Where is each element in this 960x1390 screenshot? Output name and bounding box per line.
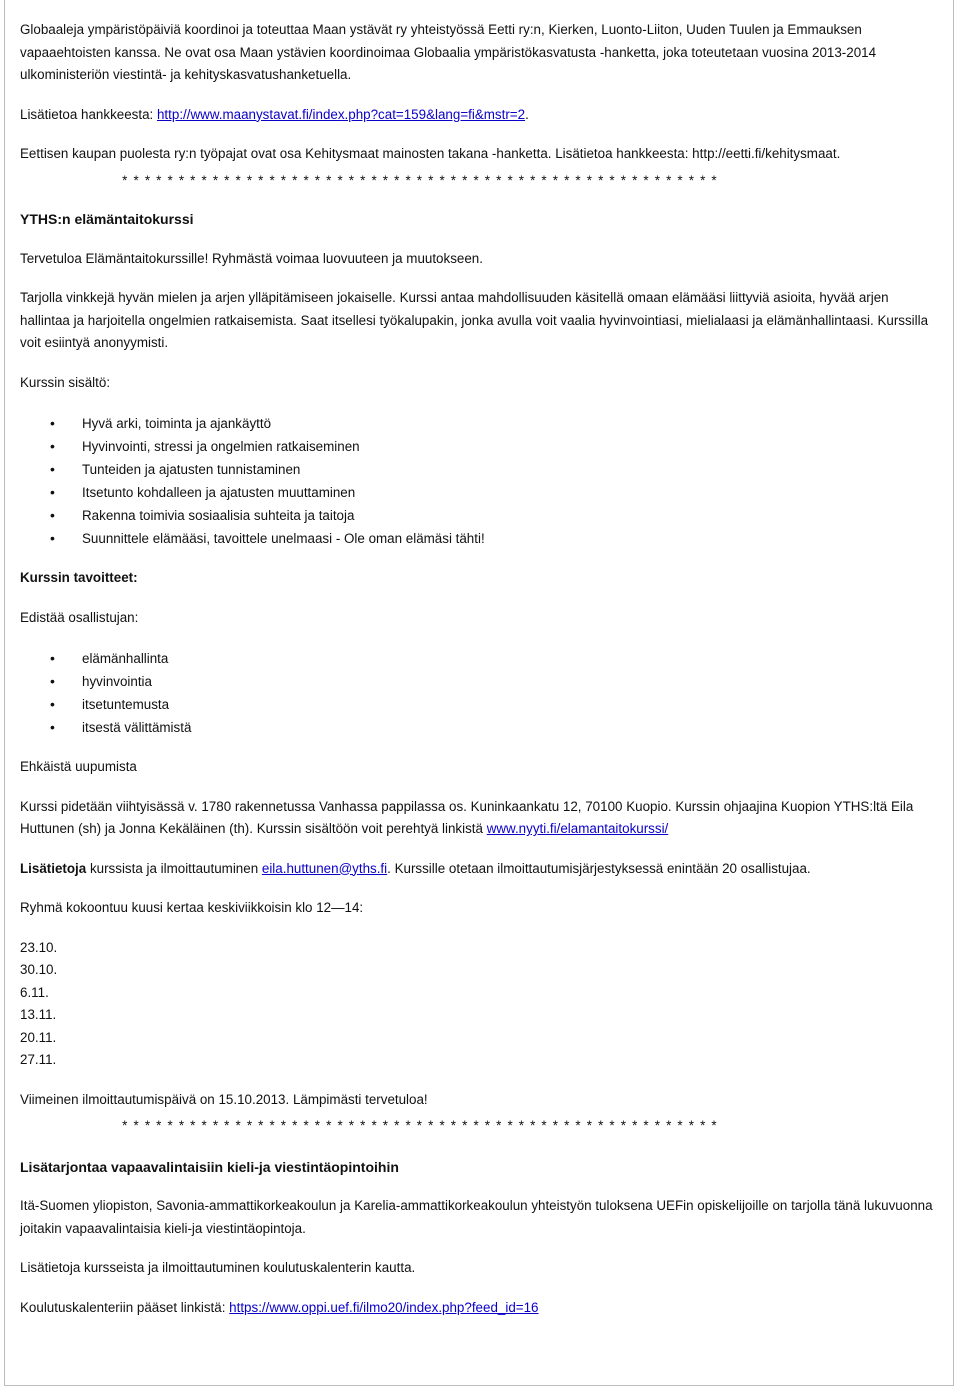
- date-item: 27.11.: [20, 1052, 57, 1067]
- location-paragraph: [20, 796, 940, 841]
- promote-label: Edistää osallistujan:: [20, 609, 139, 625]
- date-item: 30.10.: [20, 962, 58, 977]
- list-item: • itsetuntemusta: [20, 693, 940, 716]
- promote-list: [20, 647, 940, 739]
- languages-link-label: Koulutuskalenteriin pääset linkistä:: [20, 1299, 230, 1315]
- registration-text: kurssista ja ilmoittautuminen: [86, 860, 262, 876]
- nyyti-link[interactable]: www.nyyti.fi/elamantaitokurssi/: [486, 821, 669, 836]
- separator: * * * * * * * * * * * * * * * * * * * * * * * * * * * * * * * * * * * * * * * * * * * * * * * * * * * * *: [122, 172, 718, 188]
- maanystavat-link[interactable]: http://www.maanystavat.fi/index.php?cat=159&lang=fi&mstr=2: [156, 106, 526, 122]
- schedule-text: Ryhmä kokoontuu kuusi kertaa keskiviikkoisin klo 12—14:: [20, 900, 364, 915]
- list-item: • Itsetunto kohdalleen ja ajatusten muuttaminen: [20, 481, 940, 504]
- last-day-text: Viimeinen ilmoittautumispäivä on 15.10.2013. Lämpimästi tervetuloa!: [20, 1091, 428, 1107]
- date-item: 13.11.: [20, 1007, 57, 1022]
- email-link[interactable]: eila.huttunen@yths.fi: [261, 860, 388, 876]
- list-item: • Tunteiden ja ajatusten tunnistaminen: [20, 458, 940, 481]
- registration-paragraph: [20, 858, 940, 881]
- list-item: • Rakenna toimivia sosiaalisia suhteita ja taitoja: [20, 504, 940, 527]
- list-item: • hyvinvointia: [20, 670, 940, 693]
- list-item: • Hyvä arki, toiminta ja ajankäyttö: [20, 412, 940, 435]
- registration-bold: Lisätietoja: [20, 860, 87, 876]
- course-title: YTHS:n elämäntaitokurssi: [20, 211, 194, 227]
- list-item: • Hyvinvointi, stressi ja ongelmien ratkaiseminen: [20, 435, 940, 458]
- oppi-link[interactable]: https://www.oppi.uef.fi/ilmo20/index.php?feed_id=16: [229, 1299, 539, 1315]
- separator: * * * * * * * * * * * * * * * * * * * * * * * * * * * * * * * * * * * * * * * * * * * * * * * * * * * * *: [122, 1118, 718, 1133]
- document-content: [20, 19, 940, 1319]
- prevent-text: Ehkäistä uupumista: [20, 759, 137, 774]
- dates-list: [20, 937, 940, 1072]
- list-item: • elämänhallinta: [20, 647, 940, 670]
- location-text: Kurssi pidetään viihtyisässä v. 1780 rakennetussa Vanhassa pappilassa os. Kuninkaankatu 12, 70100 Kuopio. Kurssin ohjaajina Kuopion YTHS:ltä Eila Huttunen (sh) ja Jonna Kekäläinen (th). Kurssin sisältöön voit perehtyä linkistä: [20, 798, 914, 836]
- date-item: 23.10.: [20, 939, 58, 955]
- list-item: • Suunnittele elämääsi, tavoittele unelmaasi - Ole oman elämäsi tähti!: [20, 527, 940, 550]
- date-item: 6.11.: [20, 984, 49, 1000]
- languages-link-line: [20, 1297, 940, 1320]
- info-end: .: [525, 106, 529, 122]
- info-line: [20, 104, 940, 127]
- info-label: Lisätietoa hankkeesta:: [20, 106, 157, 122]
- registration-end: . Kurssille otetaan ilmoittautumisjärjestyksessä enintään 20 osallistujaa.: [387, 860, 811, 876]
- content-list: [20, 412, 940, 550]
- languages-info: Lisätietoja kursseista ja ilmoittautuminen koulutuskalenterin kautta.: [20, 1260, 416, 1275]
- content-label: Kurssin sisältö:: [20, 374, 111, 390]
- languages-paragraph: Itä-Suomen yliopiston, Savonia-ammattikorkeakoulun ja Karelia-ammattikorkeakoulun yhteistyön tuloksena UEFin opiskelijoille on tarjolla tänä lukuvuonna joitakin vapaavalintaisia kieli-ja viestintäopintoja.: [20, 1198, 933, 1236]
- languages-title: Lisätarjontaa vapaavalintaisiin kieli-ja viestintäopintoihin: [20, 1158, 399, 1175]
- list-item: • itsestä välittämistä: [20, 716, 940, 739]
- intro-paragraph: Globaaleja ympäristöpäiviä koordinoi ja toteuttaa Maan ystävät ry yhteistyössä Eetti ry:n, Kierken, Luonto-Liiton, Uuden Tuulen ja Emmauksen vapaaehtoisten kanssa. Ne ovat osa Maan ystävien koordinoimaa Globaalia ympäristökasvatusta -hanketta, joka toteutetaan vuosina 2013-2014 ulkoministeriön viestintä- ja kehityskasvatushanketuella.: [20, 22, 877, 82]
- course-welcome: Tervetuloa Elämäntaitokurssille! Ryhmästä voimaa luovuuteen ja muutokseen.: [20, 250, 483, 266]
- goals-label: Kurssin tavoitteet:: [20, 570, 138, 585]
- eetti-paragraph: Eettisen kaupan puolesta ry:n työpajat ovat osa Kehitysmaat mainosten takana -hanketta. Lisätietoa hankkeesta: http://eetti.fi/kehitysmaat.: [20, 146, 841, 161]
- course-description: Tarjolla vinkkejä hyvän mielen ja arjen ylläpitämiseen jokaiselle. Kurssi antaa mahdollisuuden käsitellä omaan elämääsi liittyviä asioita, hyvää arjen hallintaa ja harjoitella ongelmien ratkaisemista. Saat itsellesi työkalupakin, jonka avulla voit vaalia hyvinvointiasi, mielialaasi ja elämänhallintaasi. Kurssilla voit esiintyä anonyymisti.: [20, 290, 929, 350]
- date-item: 20.11.: [20, 1029, 57, 1045]
